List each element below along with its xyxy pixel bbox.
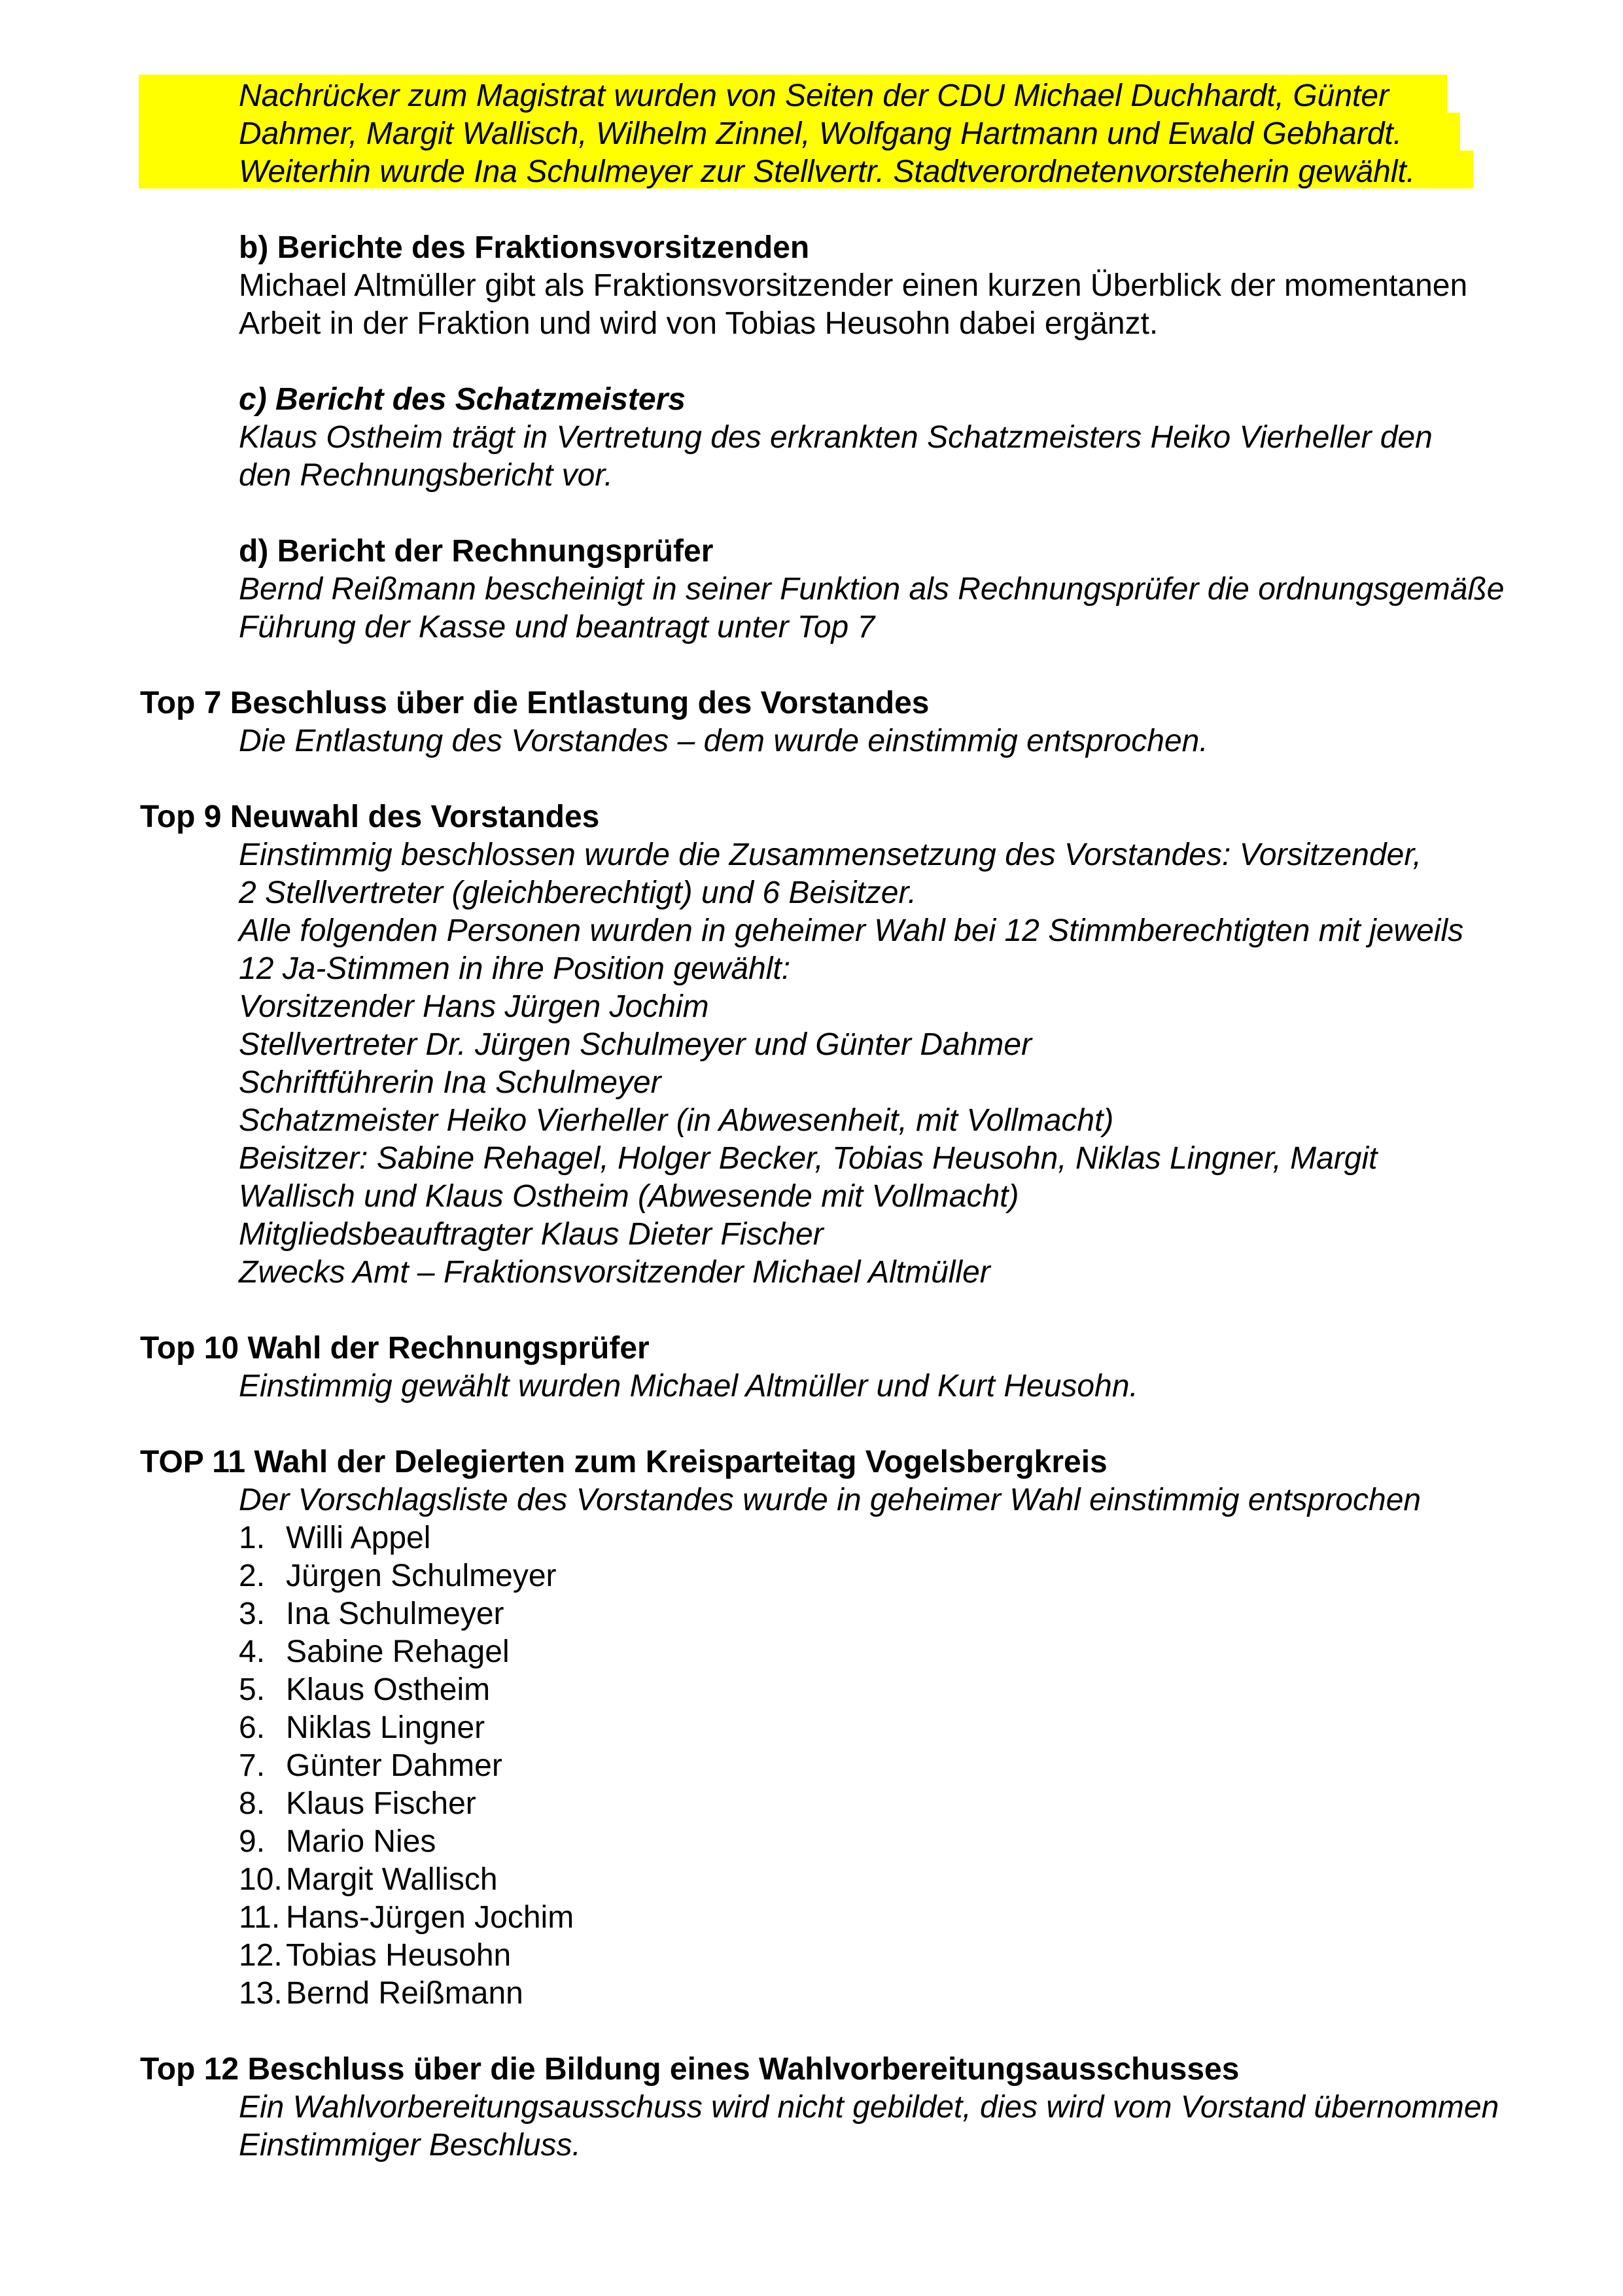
list-item (239, 1975, 523, 2013)
list-number: 7. (239, 1748, 266, 1783)
section-b-text: Michael Altmüller gibt als Fraktionsvorsitzender einen kurzen Überblick der momentanen (239, 268, 1468, 303)
top12-text: Einstimmiger Beschluss. (239, 2128, 581, 2163)
list-number: 6. (239, 1710, 266, 1745)
section-b-text: Arbeit in der Fraktion und wird von Tobias Heusohn dabei ergänzt. (239, 306, 1159, 341)
top9-text: Einstimmig beschlossen wurde die Zusammensetzung des Vorstandes: Vorsitzender, (239, 838, 1422, 872)
list-number: 8. (239, 1786, 266, 1821)
top9-heading: Top 9 Neuwahl des Vorstandes (140, 800, 600, 834)
list-item (239, 1671, 490, 1709)
list-item (239, 1709, 485, 1747)
delegate-name: Mario Nies (286, 1824, 436, 1859)
list-number: 11. (239, 1900, 281, 1935)
top10-heading: Top 10 Wahl der Rechnungsprüfer (140, 1331, 650, 1366)
top9-text: 2 Stellvertreter (gleichberechtigt) und 6 Beisitzer. (239, 875, 917, 910)
section-heading-b: b) Berichte des Fraktionsvorsitzenden (239, 230, 810, 265)
list-number: 13. (239, 1976, 283, 2011)
top12-heading: Top 12 Beschluss über die Bildung eines Wahlvorbereitungsausschusses (140, 2052, 1240, 2087)
list-number: 4. (239, 1634, 266, 1669)
list-item (239, 1633, 510, 1671)
list-number: 5. (239, 1672, 266, 1707)
list-item (239, 1557, 557, 1595)
list-number: 2. (239, 1559, 266, 1593)
list-item (239, 1595, 504, 1633)
section-heading-c: c) Bericht des Schatzmeisters (239, 382, 686, 417)
top7-text: Die Entlastung des Vorstandes – dem wurde einstimmig entsprochen. (239, 724, 1208, 758)
list-number: 10. (239, 1862, 283, 1897)
delegate-name: Niklas Lingner (286, 1710, 485, 1745)
section-d-text: Bernd Reißmann bescheinigt in seiner Funktion als Rechnungsprüfer die ordnungsgemäße (239, 572, 1505, 607)
section-c-text: den Rechnungsbericht vor. (239, 458, 613, 493)
top11-heading: TOP 11 Wahl der Delegierten zum Kreisparteitag Vogelsbergkreis (140, 1445, 1108, 1479)
top9-text: Schriftführerin Ina Schulmeyer (239, 1065, 661, 1100)
delegate-name: Klaus Fischer (286, 1786, 476, 1821)
delegate-name: Tobias Heusohn (286, 1938, 512, 1973)
top12-text: Ein Wahlvorbereitungsausschuss wird nicht gebildet, dies wird vom Vorstand übernommen (239, 2090, 1499, 2125)
delegate-name: Bernd Reißmann (286, 1976, 523, 2011)
section-heading-d: d) Bericht der Rechnungsprüfer (239, 534, 714, 569)
top7-heading: Top 7 Beschluss über die Entlastung des Vorstandes (140, 686, 930, 720)
section-c-text: Klaus Ostheim trägt in Vertretung des erkrankten Schatzmeisters Heiko Vierheller den (239, 420, 1433, 455)
top9-text: Beisitzer: Sabine Rehagel, Holger Becker, Tobias Heusohn, Niklas Lingner, Margit (239, 1141, 1378, 1176)
list-number: 1. (239, 1521, 266, 1555)
list-item (239, 1861, 498, 1899)
section-d-text: Führung der Kasse und beantragt unter Top 7 (239, 610, 875, 645)
list-item (239, 1785, 476, 1823)
delegate-name: Hans-Jürgen Jochim (286, 1900, 574, 1935)
delegate-name: Sabine Rehagel (286, 1634, 510, 1669)
top9-text: Stellvertreter Dr. Jürgen Schulmeyer und Günter Dahmer (239, 1027, 1032, 1062)
top11-intro: Der Vorschlagsliste des Vorstandes wurde in geheimer Wahl einstimmig entsprochen (239, 1483, 1422, 1517)
list-item (239, 1899, 574, 1937)
top9-text: Zwecks Amt – Fraktionsvorsitzender Michael Altmüller (239, 1255, 990, 1290)
list-item (239, 1937, 511, 1975)
delegate-name: Klaus Ostheim (286, 1672, 491, 1707)
highlight-line: Weiterhin wurde Ina Schulmeyer zur Stellvertr. Stadtverordnetenvorsteherin gewählt. (239, 154, 1416, 189)
list-number: 3. (239, 1597, 266, 1631)
top9-text: Alle folgenden Personen wurden in geheimer Wahl bei 12 Stimmberechtigten mit jeweils (239, 913, 1464, 948)
delegate-name: Günter Dahmer (286, 1748, 502, 1783)
top9-text: Wallisch und Klaus Ostheim (Abwesende mit Vollmacht) (239, 1179, 1019, 1214)
highlight-line: Dahmer, Margit Wallisch, Wilhelm Zinnel, Wolfgang Hartmann und Ewald Gebhardt. (239, 116, 1403, 151)
delegate-name: Willi Appel (286, 1521, 431, 1555)
delegate-name: Jürgen Schulmeyer (286, 1559, 557, 1593)
list-number: 9. (239, 1824, 266, 1859)
top9-text: Vorsitzender Hans Jürgen Jochim (239, 989, 709, 1024)
top10-text: Einstimmig gewählt wurden Michael Altmüller und Kurt Heusohn. (239, 1369, 1138, 1404)
list-item (239, 1519, 430, 1557)
list-item (239, 1823, 436, 1861)
highlight-line: Nachrücker zum Magistrat wurden von Seiten der CDU Michael Duchhardt, Günter (239, 79, 1389, 113)
list-item (239, 1747, 502, 1785)
top9-text: 12 Ja-Stimmen in ihre Position gewählt: (239, 951, 791, 986)
top9-text: Schatzmeister Heiko Vierheller (in Abwesenheit, mit Vollmacht) (239, 1103, 1114, 1138)
list-number: 12. (239, 1938, 283, 1973)
delegate-name: Ina Schulmeyer (286, 1597, 504, 1631)
delegate-name: Margit Wallisch (286, 1862, 498, 1897)
top9-text: Mitgliedsbeauftragter Klaus Dieter Fischer (239, 1217, 824, 1252)
